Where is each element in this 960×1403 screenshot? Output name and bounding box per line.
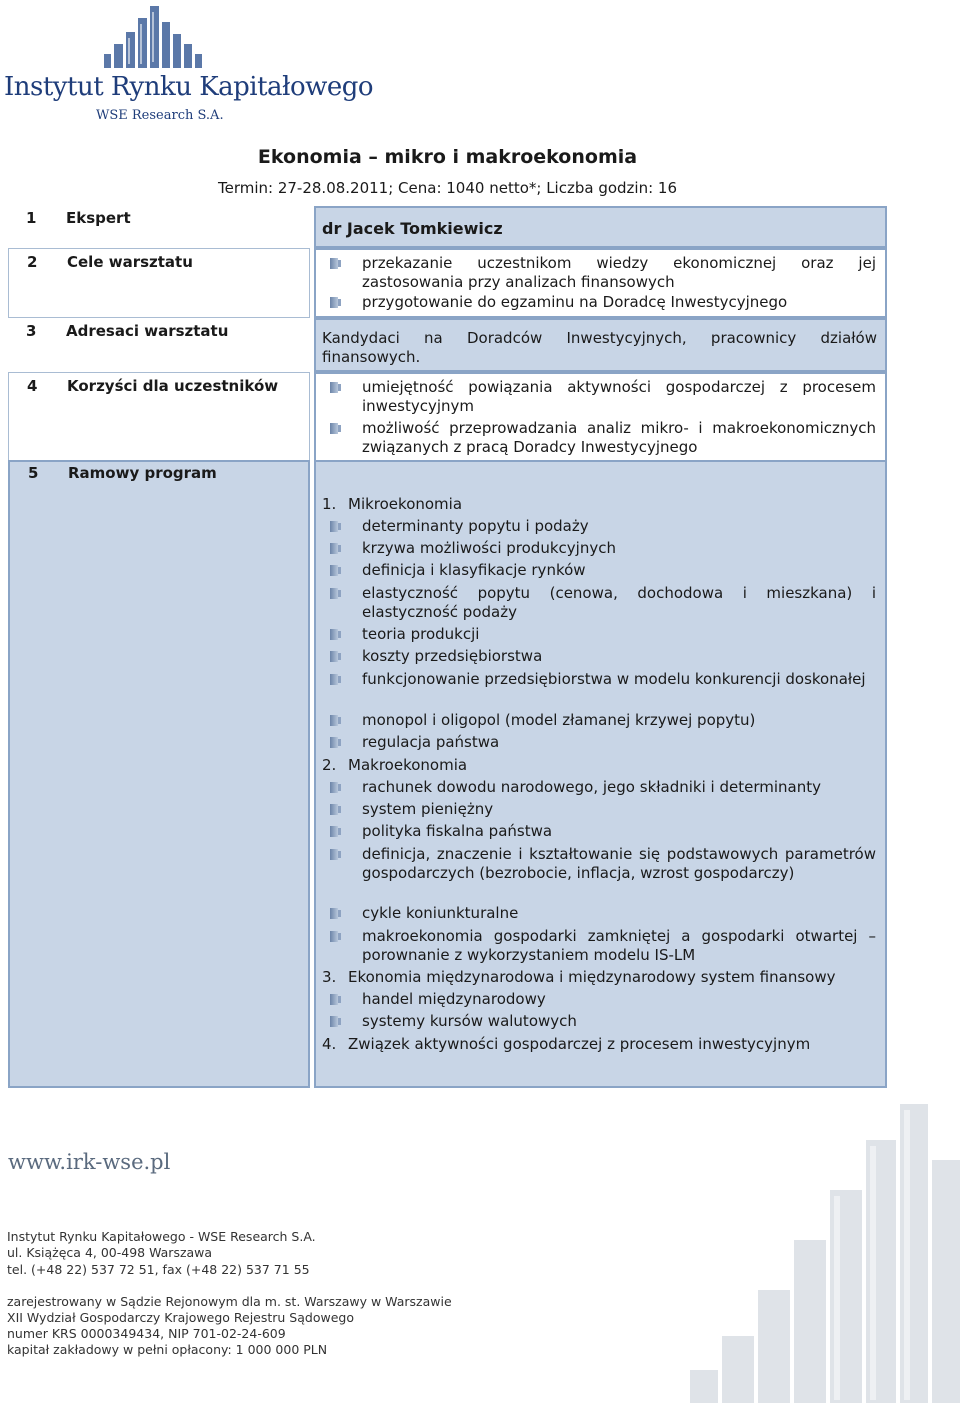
row-expert bbox=[8, 206, 887, 248]
list-item: system pieniężny bbox=[362, 800, 494, 818]
row-number: 4 bbox=[27, 377, 38, 395]
logo bbox=[0, 0, 374, 128]
row-goals-label-cell bbox=[8, 248, 310, 318]
list-item: determinanty popytu i podaży bbox=[362, 517, 589, 535]
bullet-icon bbox=[330, 803, 343, 816]
list-item: definicja, znaczenie i kształtowanie się podstawowych parametrów gospodarczych (bezrobocie, inflacja, wzrost gospodarczy) bbox=[362, 845, 876, 882]
bullet-icon bbox=[330, 907, 343, 920]
list-item: krzywa możliwości produkcyjnych bbox=[362, 539, 616, 557]
bullet-icon bbox=[330, 848, 343, 861]
footer-line: kapitał zakładowy w pełni opłacony: 1 000 000 PLN bbox=[7, 1342, 328, 1357]
bullet-icon bbox=[330, 825, 343, 838]
row-number: 2 bbox=[27, 253, 38, 271]
footer-line: ul. Książęca 4, 00-498 Warszawa bbox=[7, 1245, 213, 1260]
section-number: 4. bbox=[322, 1035, 337, 1053]
row-program-label-cell bbox=[8, 460, 310, 1088]
row-program bbox=[8, 460, 887, 1088]
bullet-icon bbox=[330, 587, 343, 600]
row-benefits bbox=[8, 372, 887, 462]
section-number: 2. bbox=[322, 756, 337, 774]
bullet-icon bbox=[330, 650, 343, 663]
section-heading bbox=[322, 1035, 810, 1053]
document-subtitle: Termin: 27-28.08.2011; Cena: 1040 netto*; Liczba godzin: 16 bbox=[217, 179, 678, 197]
bullet-icon bbox=[330, 781, 343, 794]
list-item: rachunek dowodu narodowego, jego składniki i determinanty bbox=[362, 778, 821, 796]
list-item: monopol i oligopol (model złamanej krzywej popytu) bbox=[362, 711, 756, 729]
bullet-icon bbox=[330, 381, 343, 394]
list-item: elastyczność popytu (cenowa, dochodowa i mieszkana) i elastyczność podaży bbox=[362, 584, 876, 621]
row-benefits-label-cell bbox=[8, 372, 310, 462]
footer-line: XII Wydział Gospodarczy Krajowego Rejestru Sądowego bbox=[7, 1310, 354, 1325]
logo-skyline-icon bbox=[0, 0, 300, 80]
bullet-icon bbox=[330, 542, 343, 555]
footer-website: www.irk-wse.pl bbox=[8, 1150, 171, 1174]
bullet-icon bbox=[330, 930, 343, 943]
footer-line: numer KRS 0000349434, NIP 701-02-24-609 bbox=[7, 1326, 286, 1341]
section-heading bbox=[322, 968, 835, 986]
row-label: Korzyści dla uczestników bbox=[67, 377, 279, 395]
bullet-icon bbox=[330, 422, 343, 435]
section-title: Związek aktywności gospodarczej z procesem inwestycyjnym bbox=[348, 1035, 811, 1053]
bullet-icon bbox=[330, 257, 343, 270]
row-number: 5 bbox=[28, 464, 39, 482]
expert-name: dr Jacek Tomkiewicz bbox=[322, 219, 503, 238]
section-heading bbox=[322, 756, 467, 774]
row-label: Cele warsztatu bbox=[67, 253, 193, 271]
bullet-icon bbox=[330, 1015, 343, 1028]
bullet-icon bbox=[330, 736, 343, 749]
row-label: Adresaci warsztatu bbox=[66, 322, 229, 340]
section-title: Makroekonomia bbox=[348, 756, 468, 774]
list-item: definicja i klasyfikacje rynków bbox=[362, 561, 586, 579]
list-item: możliwość przeprowadzania analiz mikro- i makroekonomicznych związanych z pracą Doradcy Inwestycyjnego bbox=[362, 419, 876, 456]
bullet-icon bbox=[330, 993, 343, 1006]
section-title: Mikroekonomia bbox=[348, 495, 463, 513]
list-item: przekazanie uczestnikom wiedzy ekonomicznej oraz jej zastosowania przy analizach finansowych bbox=[362, 254, 876, 291]
row-audience bbox=[8, 318, 887, 372]
row-label: Ramowy program bbox=[68, 464, 217, 482]
list-item: funkcjonowanie przedsiębiorstwa w modelu konkurencji doskonałej bbox=[362, 670, 866, 688]
row-goals bbox=[8, 248, 887, 318]
row-number: 3 bbox=[26, 322, 37, 340]
audience-text: Kandydaci na Doradców Inwestycyjnych, pracownicy działów finansowych. bbox=[322, 329, 877, 366]
list-item: umiejętność powiązania aktywności gospodarczej z procesem inwestycyjnym bbox=[362, 378, 876, 415]
bullet-icon bbox=[330, 296, 343, 309]
row-number: 1 bbox=[26, 209, 37, 227]
document-title: Ekonomia – mikro i makroekonomia bbox=[257, 146, 638, 168]
bullet-icon bbox=[330, 714, 343, 727]
section-heading bbox=[322, 495, 462, 513]
section-number: 3. bbox=[322, 968, 337, 986]
row-label: Ekspert bbox=[66, 209, 131, 227]
bullet-icon bbox=[330, 628, 343, 641]
bullet-icon bbox=[330, 673, 343, 686]
list-item: regulacja państwa bbox=[362, 733, 500, 751]
section-number: 1. bbox=[322, 495, 337, 513]
list-item: handel międzynarodowy bbox=[362, 990, 546, 1008]
footer-skyline-decoration bbox=[690, 1100, 960, 1403]
list-item: przygotowanie do egzaminu na Doradcę Inwestycyjnego bbox=[362, 293, 788, 311]
footer-line: Instytut Rynku Kapitałowego - WSE Research S.A. bbox=[7, 1229, 316, 1244]
row-audience-label-cell bbox=[8, 318, 310, 372]
footer-line: zarejestrowany w Sądzie Rejonowym dla m. st. Warszawy w Warszawie bbox=[7, 1294, 452, 1309]
logo-subtitle: WSE Research S.A. bbox=[96, 108, 224, 123]
bullet-icon bbox=[330, 520, 343, 533]
list-item: teoria produkcji bbox=[362, 625, 480, 643]
list-item: systemy kursów walutowych bbox=[362, 1012, 577, 1030]
row-expert-label-cell bbox=[8, 206, 310, 248]
list-item: koszty przedsiębiorstwa bbox=[362, 647, 543, 665]
list-item: polityka fiskalna państwa bbox=[362, 822, 553, 840]
logo-name: Instytut Rynku Kapitałowego bbox=[4, 72, 374, 102]
bullet-icon bbox=[330, 564, 343, 577]
footer-line: tel. (+48 22) 537 72 51, fax (+48 22) 537 71 55 bbox=[7, 1262, 310, 1277]
list-item: cykle koniunkturalne bbox=[362, 904, 519, 922]
section-title: Ekonomia międzynarodowa i międzynarodowy system finansowy bbox=[348, 968, 836, 986]
list-item: makroekonomia gospodarki zamkniętej a gospodarki otwartej – porownanie z wykorzystaniem modelu IS-LM bbox=[362, 927, 876, 964]
